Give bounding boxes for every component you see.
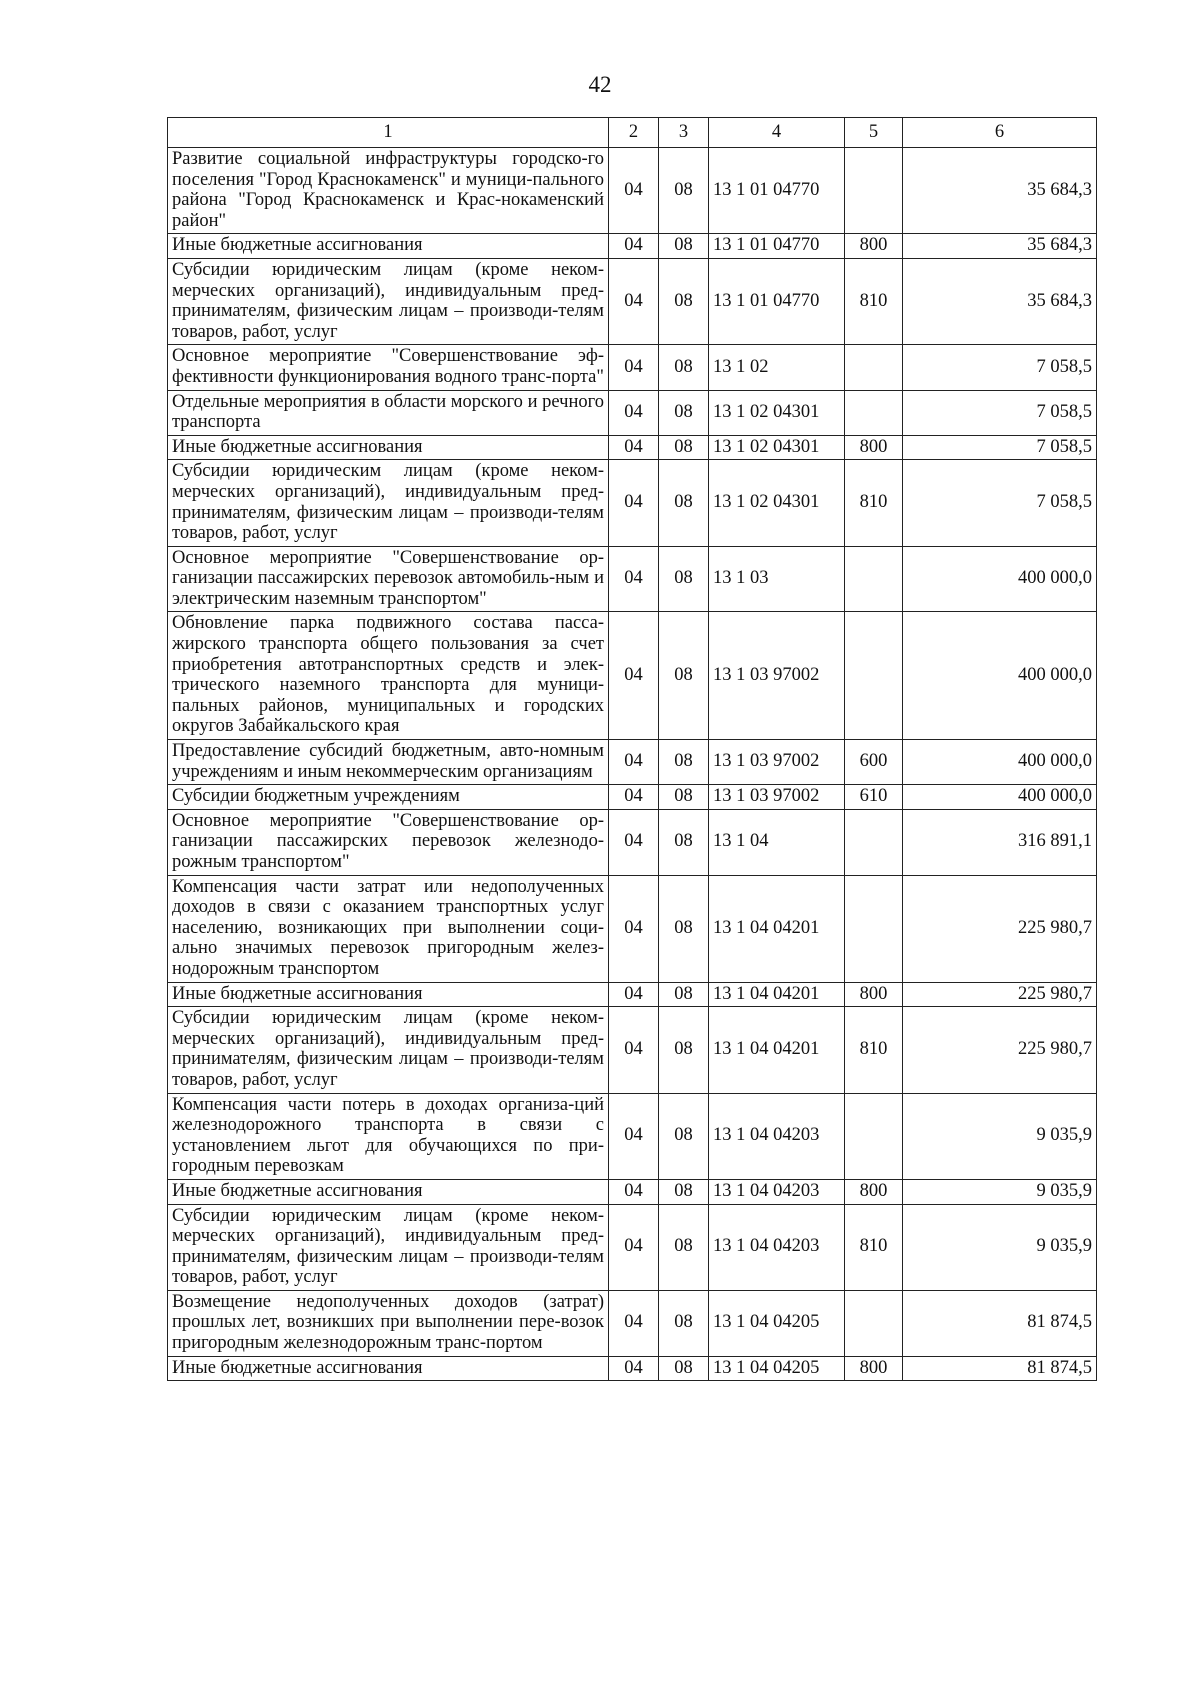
cell-amount: 81 874,5 [903, 1290, 1097, 1356]
cell-expense-type [845, 390, 903, 435]
cell-amount: 225 980,7 [903, 982, 1097, 1007]
cell-target-code: 13 1 04 04201 [709, 1007, 845, 1093]
cell-name: Субсидии бюджетным учреждениям [168, 785, 609, 810]
cell-section: 04 [609, 345, 659, 390]
cell-name: Иные бюджетные ассигнования [168, 982, 609, 1007]
table-row [168, 1356, 1097, 1381]
table-row [168, 460, 1097, 546]
cell-target-code: 13 1 04 04203 [709, 1204, 845, 1290]
table-row [168, 612, 1097, 740]
cell-name: Компенсация части потерь в доходах организа-ций железнодорожного транспорта в связи с установлением льгот для обучающихся по при-городным перевозкам [168, 1093, 609, 1179]
cell-section: 04 [609, 546, 659, 612]
cell-name: Иные бюджетные ассигнования [168, 1179, 609, 1204]
cell-section: 04 [609, 875, 659, 982]
cell-amount: 7 058,5 [903, 460, 1097, 546]
column-header-amount: 6 [903, 118, 1097, 148]
cell-subsection: 08 [659, 612, 709, 740]
cell-amount: 400 000,0 [903, 740, 1097, 785]
cell-expense-type: 810 [845, 1204, 903, 1290]
table-row [168, 258, 1097, 344]
cell-section: 04 [609, 785, 659, 810]
cell-name: Основное мероприятие "Совершенствование эф-фективности функционирования водного транс-порта" [168, 345, 609, 390]
cell-subsection: 08 [659, 785, 709, 810]
cell-amount: 7 058,5 [903, 435, 1097, 460]
cell-expense-type: 810 [845, 460, 903, 546]
cell-expense-type [845, 148, 903, 234]
table-body [168, 148, 1097, 1381]
cell-section: 04 [609, 612, 659, 740]
cell-subsection: 08 [659, 1093, 709, 1179]
cell-name: Иные бюджетные ассигнования [168, 435, 609, 460]
cell-target-code: 13 1 03 97002 [709, 740, 845, 785]
cell-target-code: 13 1 02 04301 [709, 390, 845, 435]
cell-expense-type [845, 1093, 903, 1179]
cell-expense-type: 800 [845, 234, 903, 259]
cell-section: 04 [609, 982, 659, 1007]
cell-target-code: 13 1 04 04201 [709, 875, 845, 982]
cell-expense-type: 800 [845, 1179, 903, 1204]
cell-name: Предоставление субсидий бюджетным, авто-номным учреждениям и иным некоммерческим организациям [168, 740, 609, 785]
cell-amount: 225 980,7 [903, 1007, 1097, 1093]
cell-target-code: 13 1 02 [709, 345, 845, 390]
cell-amount: 9 035,9 [903, 1179, 1097, 1204]
cell-amount: 225 980,7 [903, 875, 1097, 982]
cell-section: 04 [609, 148, 659, 234]
cell-subsection: 08 [659, 809, 709, 875]
cell-section: 04 [609, 1356, 659, 1381]
cell-target-code: 13 1 04 04205 [709, 1356, 845, 1381]
cell-amount: 400 000,0 [903, 785, 1097, 810]
cell-expense-type [845, 809, 903, 875]
cell-name: Основное мероприятие "Совершенствование ор-ганизации пассажирских перевозок железнодо-рожным транспортом" [168, 809, 609, 875]
cell-subsection: 08 [659, 546, 709, 612]
cell-expense-type [845, 1290, 903, 1356]
cell-expense-type: 800 [845, 435, 903, 460]
table-row [168, 1204, 1097, 1290]
cell-target-code: 13 1 03 97002 [709, 785, 845, 810]
cell-subsection: 08 [659, 1179, 709, 1204]
cell-target-code: 13 1 04 04201 [709, 982, 845, 1007]
cell-target-code: 13 1 01 04770 [709, 234, 845, 259]
column-header-section: 2 [609, 118, 659, 148]
cell-section: 04 [609, 1290, 659, 1356]
cell-expense-type: 800 [845, 982, 903, 1007]
column-header-target: 4 [709, 118, 845, 148]
cell-section: 04 [609, 740, 659, 785]
cell-target-code: 13 1 03 [709, 546, 845, 612]
table-row [168, 785, 1097, 810]
cell-name: Обновление парка подвижного состава пасса-жирского транспорта общего пользования за счет приобретения автотранспортных средств и элек-трического наземного транспорта для муници-пальных районов, муниципальных и городских округов Забайкальского края [168, 612, 609, 740]
table-row [168, 390, 1097, 435]
cell-subsection: 08 [659, 1007, 709, 1093]
cell-amount: 7 058,5 [903, 345, 1097, 390]
cell-expense-type [845, 612, 903, 740]
cell-section: 04 [609, 1007, 659, 1093]
cell-amount: 316 891,1 [903, 809, 1097, 875]
cell-target-code: 13 1 04 04205 [709, 1290, 845, 1356]
table-row [168, 345, 1097, 390]
cell-section: 04 [609, 460, 659, 546]
table-row [168, 1179, 1097, 1204]
cell-amount: 400 000,0 [903, 546, 1097, 612]
cell-name: Субсидии юридическим лицам (кроме неком-мерческих организаций), индивидуальным пред-принимателям, физическим лицам – производи-телям товаров, работ, услуг [168, 460, 609, 546]
cell-target-code: 13 1 04 04203 [709, 1179, 845, 1204]
cell-subsection: 08 [659, 258, 709, 344]
cell-section: 04 [609, 1204, 659, 1290]
cell-target-code: 13 1 04 04203 [709, 1093, 845, 1179]
cell-section: 04 [609, 390, 659, 435]
cell-name: Субсидии юридическим лицам (кроме неком-мерческих организаций), индивидуальным пред-принимателям, физическим лицам – производи-телям товаров, работ, услуг [168, 1204, 609, 1290]
table-row [168, 1007, 1097, 1093]
cell-expense-type [845, 875, 903, 982]
cell-amount: 35 684,3 [903, 234, 1097, 259]
table-row [168, 1290, 1097, 1356]
cell-subsection: 08 [659, 1204, 709, 1290]
cell-subsection: 08 [659, 234, 709, 259]
cell-subsection: 08 [659, 1356, 709, 1381]
cell-subsection: 08 [659, 148, 709, 234]
cell-name: Возмещение недополученных доходов (затрат) прошлых лет, возникших при выполнении пере-возок пригородным железнодорожным транс-портом [168, 1290, 609, 1356]
cell-expense-type: 600 [845, 740, 903, 785]
cell-target-code: 13 1 02 04301 [709, 460, 845, 546]
column-header-name: 1 [168, 118, 609, 148]
table-row [168, 435, 1097, 460]
cell-expense-type [845, 345, 903, 390]
cell-amount: 35 684,3 [903, 148, 1097, 234]
table-row [168, 982, 1097, 1007]
header-row [168, 118, 1097, 148]
cell-subsection: 08 [659, 390, 709, 435]
cell-expense-type [845, 546, 903, 612]
cell-name: Иные бюджетные ассигнования [168, 1356, 609, 1381]
cell-name: Основное мероприятие "Совершенствование ор-ганизации пассажирских перевозок автомобиль-ным и электрическим наземным транспортом" [168, 546, 609, 612]
table-row [168, 1093, 1097, 1179]
cell-name: Развитие социальной инфраструктуры городско-го поселения "Город Краснокаменск" и муници-пального района "Город Краснокаменск и Крас-нокаменский район" [168, 148, 609, 234]
table-header [168, 118, 1097, 148]
cell-section: 04 [609, 435, 659, 460]
column-header-subsection: 3 [659, 118, 709, 148]
cell-subsection: 08 [659, 460, 709, 546]
column-header-type: 5 [845, 118, 903, 148]
table-row [168, 148, 1097, 234]
table-row [168, 875, 1097, 982]
cell-subsection: 08 [659, 875, 709, 982]
table-row [168, 740, 1097, 785]
cell-subsection: 08 [659, 740, 709, 785]
cell-amount: 9 035,9 [903, 1093, 1097, 1179]
cell-amount: 9 035,9 [903, 1204, 1097, 1290]
cell-expense-type: 810 [845, 258, 903, 344]
cell-section: 04 [609, 809, 659, 875]
budget-table [167, 117, 1097, 1381]
page-number: 42 [588, 72, 612, 97]
cell-name: Иные бюджетные ассигнования [168, 234, 609, 259]
cell-target-code: 13 1 01 04770 [709, 148, 845, 234]
cell-amount: 81 874,5 [903, 1356, 1097, 1381]
cell-subsection: 08 [659, 345, 709, 390]
cell-expense-type: 800 [845, 1356, 903, 1381]
cell-amount: 7 058,5 [903, 390, 1097, 435]
cell-name: Компенсация части затрат или недополученных доходов в связи с оказанием транспортных услуг населению, возникающих при выполнении соци-ально значимых перевозок пригородным желез-нодорожным транспортом [168, 875, 609, 982]
cell-expense-type: 610 [845, 785, 903, 810]
cell-target-code: 13 1 02 04301 [709, 435, 845, 460]
table-row [168, 809, 1097, 875]
cell-subsection: 08 [659, 1290, 709, 1356]
cell-subsection: 08 [659, 982, 709, 1007]
cell-section: 04 [609, 234, 659, 259]
cell-amount: 35 684,3 [903, 258, 1097, 344]
cell-target-code: 13 1 01 04770 [709, 258, 845, 344]
cell-amount: 400 000,0 [903, 612, 1097, 740]
table-row [168, 546, 1097, 612]
table-row [168, 234, 1097, 259]
cell-target-code: 13 1 03 97002 [709, 612, 845, 740]
cell-section: 04 [609, 1179, 659, 1204]
cell-target-code: 13 1 04 [709, 809, 845, 875]
cell-name: Субсидии юридическим лицам (кроме неком-мерческих организаций), индивидуальным пред-принимателям, физическим лицам – производи-телям товаров, работ, услуг [168, 1007, 609, 1093]
cell-section: 04 [609, 258, 659, 344]
cell-name: Отдельные мероприятия в области морского и речного транспорта [168, 390, 609, 435]
cell-subsection: 08 [659, 435, 709, 460]
cell-expense-type: 810 [845, 1007, 903, 1093]
cell-section: 04 [609, 1093, 659, 1179]
cell-name: Субсидии юридическим лицам (кроме неком-мерческих организаций), индивидуальным пред-принимателям, физическим лицам – производи-телям товаров, работ, услуг [168, 258, 609, 344]
